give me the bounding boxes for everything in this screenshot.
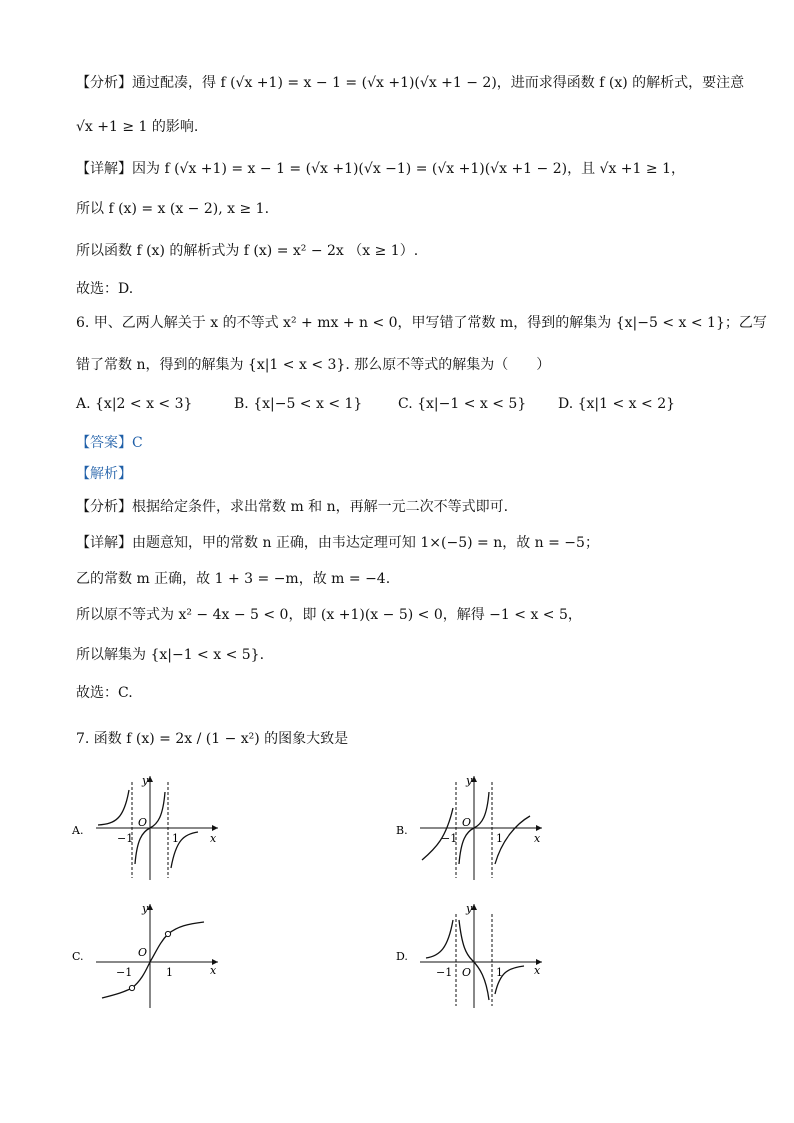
q6-detail-line2: 乙的常数 m 正确，故 1 + 3 = −m，故 m = −4. [76,571,391,587]
q6-option-b: B. {x|−5 < x < 1} [234,396,363,412]
svg-text:x: x [210,832,217,845]
graph-b-label: B. [396,824,408,837]
svg-text:1: 1 [496,966,503,979]
q6-option-d: D. {x|1 < x < 2} [558,396,676,412]
q5-detail-line1: 【详解】因为 f (√x +1) = x − 1 = (√x +1)(√x −1) = (√x +1)(√x +1 − 2)，且 √x +1 ≥ 1， [76,161,685,177]
svg-text:O: O [138,946,148,959]
q6-detail-line4: 所以解集为 {x|−1 < x < 5}. [76,647,265,663]
svg-text:y: y [466,774,473,787]
svg-text:−1: −1 [436,966,453,979]
svg-text:O: O [138,816,148,829]
svg-text:y: y [142,774,149,787]
graph-d [392,896,562,1016]
q5-analysis-line1: 【分析】通过配凑，得 f (√x +1) = x − 1 = (√x +1)(√x +1 − 2)，进而求得函数 f (x) 的解析式，要注意 [76,75,745,91]
q6-answer: 【答案】C [76,435,143,451]
svg-text:O: O [462,966,472,979]
svg-text:x: x [534,832,541,845]
q6-choose: 故选：C. [76,685,133,701]
q5-detail-line2: 所以 f (x) = x (x − 2), x ≥ 1. [76,201,270,217]
q6-stem-line2: 错了常数 n，得到的解集为 {x|1 < x < 3}. 那么原不等式的解集为（ ） [76,357,551,373]
q6-option-c: C. {x|−1 < x < 5} [398,396,527,412]
q6-analysis: 【分析】根据给定条件，求出常数 m 和 n，再解一元二次不等式即可. [76,499,509,515]
svg-text:1: 1 [496,832,503,845]
graph-d-label: D. [396,950,408,963]
svg-text:−1: −1 [116,966,133,979]
svg-text:1: 1 [172,832,179,845]
q6-option-a: A. {x|2 < x < 3} [76,396,193,412]
graph-a-label: A. [72,824,84,837]
q6-explain-heading: 【解析】 [76,466,132,482]
svg-text:y: y [142,902,149,915]
graph-a [68,768,238,888]
q5-analysis-line2: √x +1 ≥ 1 的影响. [76,119,199,135]
svg-text:x: x [210,964,217,977]
graph-b [392,768,562,888]
q6-stem-line1: 6. 甲、乙两人解关于 x 的不等式 x² + mx + n < 0，甲写错了常数 m，得到的解集为 {x|−5 < x < 1}；乙写 [76,315,767,331]
svg-text:x: x [534,964,541,977]
svg-text:O: O [462,816,472,829]
svg-text:1: 1 [166,966,173,979]
svg-text:−1: −1 [117,832,134,845]
q7-stem: 7. 函数 f (x) = 2x / (1 − x²) 的图象大致是 [76,731,349,747]
svg-text:−1: −1 [441,832,458,845]
q5-choose: 故选：D. [76,281,134,297]
graph-c-label: C. [72,950,84,963]
graph-c [68,896,238,1016]
svg-text:y: y [466,902,473,915]
q6-detail-line3: 所以原不等式为 x² − 4x − 5 < 0，即 (x +1)(x − 5) < 0，解得 −1 < x < 5， [76,607,582,623]
q5-detail-line3: 所以函数 f (x) 的解析式为 f (x) = x² − 2x （x ≥ 1）. [76,243,419,259]
q6-detail-line1: 【详解】由题意知，甲的常数 n 正确，由韦达定理可知 1×(−5) = n，故 n = −5； [76,535,599,551]
